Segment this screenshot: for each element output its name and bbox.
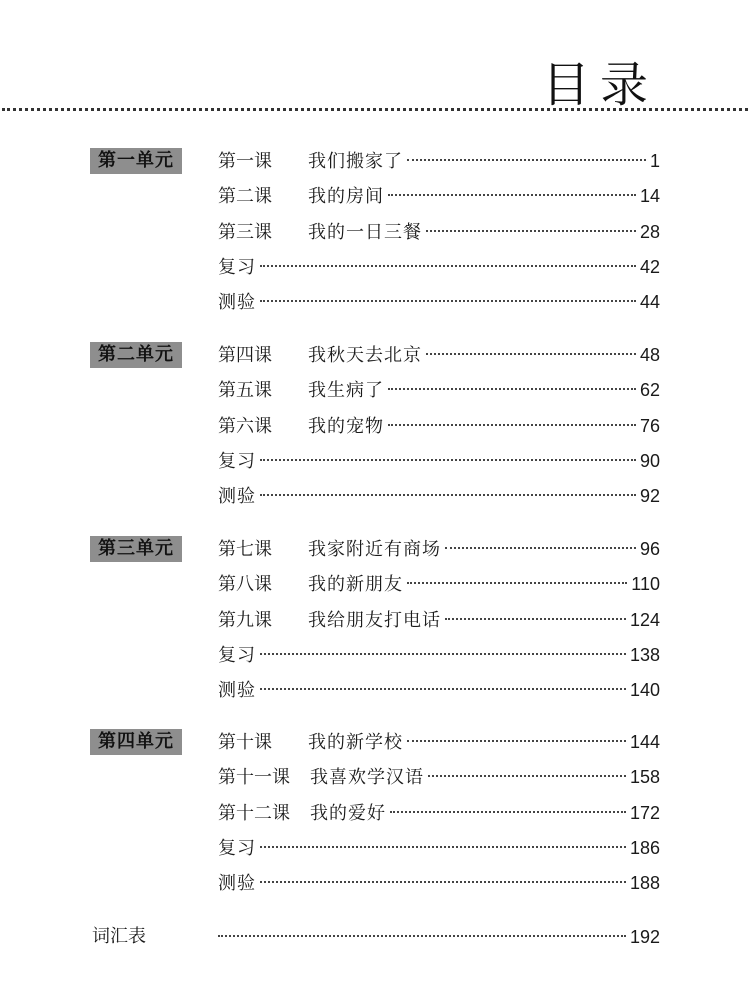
dot-leader — [445, 547, 636, 549]
entry-title: 我喜欢学汉语 — [310, 767, 424, 789]
lesson-number: 第五课 — [218, 380, 272, 402]
unit-label: 第一单元 — [90, 148, 182, 174]
page-number: 28 — [639, 221, 660, 242]
dot-leader — [426, 353, 636, 355]
entry-title: 复习 — [218, 644, 256, 666]
entry-title: 我秋天去北京 — [308, 345, 422, 366]
page-number: 124 — [629, 609, 660, 630]
toc-entry[interactable] — [218, 377, 660, 403]
page-number: 188 — [629, 873, 660, 894]
dot-leader — [260, 300, 636, 302]
page-number: 62 — [639, 380, 660, 401]
page-number: 138 — [629, 644, 660, 665]
dot-leader — [390, 811, 626, 813]
page-number: 14 — [639, 186, 660, 207]
lesson-number: 第二课 — [218, 186, 272, 208]
title-divider — [2, 108, 748, 111]
dot-leader — [445, 618, 626, 620]
entry-title: 我给朋友打电话 — [308, 609, 441, 631]
page-number: 90 — [639, 450, 660, 471]
lesson-number: 第六课 — [218, 415, 272, 437]
entry-title: 我们搬家了 — [308, 151, 403, 172]
entry-title: 测验 — [218, 873, 256, 895]
entry-title: 复习 — [218, 450, 256, 472]
toc-entry[interactable] — [218, 571, 660, 597]
dot-leader — [407, 582, 627, 584]
dot-leader — [388, 424, 636, 426]
dot-leader — [388, 388, 636, 390]
page-number: 110 — [631, 574, 660, 595]
toc-entry[interactable] — [218, 219, 660, 245]
page-number: 96 — [639, 539, 660, 559]
toc-entry[interactable] — [218, 289, 660, 315]
lesson-number: 第四课 — [218, 345, 272, 366]
dot-leader — [426, 230, 636, 232]
lesson-number: 第八课 — [218, 574, 272, 596]
unit-label: 第四单元 — [90, 729, 182, 755]
toc-entry[interactable] — [218, 835, 660, 861]
lesson-number: 第十课 — [218, 732, 272, 753]
page-number: 1 — [649, 151, 660, 171]
dot-leader — [260, 265, 636, 267]
vocabulary-entry[interactable] — [218, 924, 660, 950]
toc-entry[interactable] — [218, 729, 660, 755]
page-number: 144 — [629, 732, 660, 752]
entry-title: 复习 — [218, 837, 256, 859]
entry-title: 测验 — [218, 486, 256, 508]
lesson-number: 第七课 — [218, 539, 272, 560]
unit-label: 第二单元 — [90, 342, 182, 368]
dot-leader — [218, 935, 626, 937]
dot-leader — [260, 846, 626, 848]
dot-leader — [407, 740, 626, 742]
toc-entry[interactable] — [218, 183, 660, 209]
dot-leader — [260, 653, 626, 655]
entry-title: 我的爱好 — [310, 802, 386, 824]
entry-title: 我生病了 — [308, 380, 384, 402]
toc-entry[interactable] — [218, 342, 660, 368]
page-title: 目录 — [541, 57, 658, 113]
entry-title: 我家附近有商场 — [308, 539, 441, 560]
entry-title: 我的房间 — [308, 186, 384, 208]
lesson-number: 第一课 — [218, 151, 272, 172]
toc-entry[interactable] — [218, 870, 660, 896]
entry-title: 我的新朋友 — [308, 574, 403, 596]
toc-entry[interactable] — [218, 764, 660, 790]
toc-entry[interactable] — [218, 536, 660, 562]
page-number: 158 — [629, 767, 660, 788]
page-number: 42 — [639, 256, 660, 277]
lesson-number: 第十一课 — [218, 767, 290, 789]
page-number: 172 — [629, 802, 660, 823]
page-number: 186 — [629, 837, 660, 858]
unit-label: 第三单元 — [90, 536, 182, 562]
toc-entry[interactable] — [218, 413, 660, 439]
entry-title: 测验 — [218, 292, 256, 314]
lesson-number: 第三课 — [218, 221, 272, 243]
toc-entry[interactable] — [218, 483, 660, 509]
toc-entry[interactable] — [218, 254, 660, 280]
dot-leader — [407, 159, 646, 161]
dot-leader — [260, 881, 626, 883]
toc-entry[interactable] — [218, 607, 660, 633]
toc-entry[interactable] — [218, 677, 660, 703]
lesson-number: 第十二课 — [218, 802, 290, 824]
page-number: 140 — [629, 680, 660, 701]
lesson-number: 第九课 — [218, 609, 272, 631]
toc-entry[interactable] — [218, 148, 660, 174]
toc-entry[interactable] — [218, 642, 660, 668]
entry-title: 复习 — [218, 256, 256, 278]
page-number: 48 — [639, 345, 660, 365]
dot-leader — [260, 459, 636, 461]
dot-leader — [260, 688, 626, 690]
dot-leader — [428, 775, 626, 777]
entry-title: 我的一日三餐 — [308, 221, 422, 243]
entry-title: 测验 — [218, 680, 256, 702]
vocabulary-label[interactable]: 词汇表 — [92, 926, 146, 947]
page-number: 92 — [639, 486, 660, 507]
entry-title: 我的宠物 — [308, 415, 384, 437]
toc-entry[interactable] — [218, 800, 660, 826]
page-number: 76 — [639, 415, 660, 436]
entry-title: 我的新学校 — [308, 732, 403, 753]
dot-leader — [260, 494, 636, 496]
page-number: 192 — [629, 927, 660, 947]
page-number: 44 — [639, 292, 660, 313]
dot-leader — [388, 194, 636, 196]
toc-entry[interactable] — [218, 448, 660, 474]
